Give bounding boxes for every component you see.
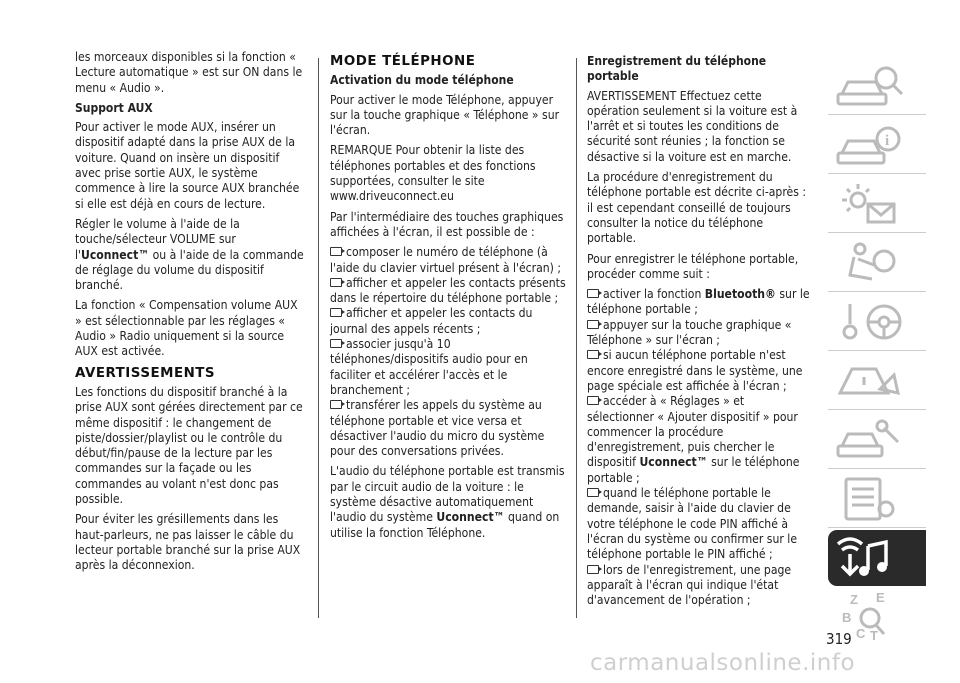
- multimedia-icon: [828, 530, 926, 586]
- bullet-icon: [587, 350, 599, 359]
- tab-steering-wheel[interactable]: [828, 294, 926, 351]
- bullet-icon: [587, 396, 599, 405]
- tab-specifications[interactable]: [828, 471, 926, 528]
- bullet-icon: [330, 308, 342, 317]
- tab-car-magnifier[interactable]: [828, 58, 926, 115]
- index-letter: E: [876, 590, 885, 605]
- paragraph: L'audio du téléphone portable est transmis par le circuit audio de la voiture : le système désactive automatiquement l'audio du système Uconnect™ quand on utilise la fonction Téléphone.: [330, 464, 565, 540]
- column-2: [330, 50, 568, 546]
- tab-info[interactable]: [828, 117, 926, 174]
- airbag-seat-icon: [828, 235, 926, 291]
- warning-lights-icon: [828, 176, 926, 232]
- tab-airbag-seat[interactable]: [828, 235, 926, 292]
- watermark: carmanualsonline.info: [590, 650, 856, 676]
- page-number: 319: [826, 630, 852, 648]
- tab-warning-lights[interactable]: [828, 176, 926, 233]
- car-maintenance-icon: [828, 412, 926, 468]
- steering-wheel-icon: [828, 294, 926, 350]
- paragraph: Par l'intermédiaire des touches graphiques affichées à l'écran, il est possible de :: [330, 209, 564, 239]
- tab-car-breakdown[interactable]: [828, 353, 926, 410]
- heading-activation: Activation du mode téléphone: [330, 73, 514, 88]
- list-item: activer la fonction Bluetooth® sur le téléphone portable ;: [587, 287, 810, 317]
- paragraph: les morceaux disponibles si la fonction « Lecture automatique » est sur ON dans le menu « Audio ».: [75, 50, 303, 95]
- paragraph: Les fonctions du dispositif branché à la prise AUX sont gérées directement par ce même dispositif : le changement de piste/dossier/playlist ou le contrôle du début/fin/pause de la lecture par les commandes sur la façade ou les commandes au volant n'est donc pas possible.: [75, 384, 303, 507]
- bullet-icon: [587, 289, 599, 298]
- paragraph: Régler le volume à l'aide de la touche/sélecteur VOLUME sur l'Uconnect™ ou à l'aide de la commande de réglage du volume du dispositif branché.: [75, 216, 304, 293]
- list-item: quand le téléphone portable le demande, saisir à l'aide du clavier de votre téléphone le code PIN affiché à l'écran du système ou confirmer sur le téléphone portable le PIN affiché ;: [587, 486, 798, 562]
- list-item: si aucun téléphone portable n'est encore enregistré dans le système, une page spéciale est affichée à l'écran ;: [587, 348, 803, 393]
- heading-mode-telephone: MODE TÉLÉPHONE: [330, 54, 476, 69]
- info-icon: [828, 117, 926, 173]
- list-item: afficher et appeler les contacts présents dans le répertoire du téléphone portable ;: [330, 275, 566, 306]
- specifications-list-icon: [828, 471, 926, 527]
- list-item: composer le numéro de téléphone (à l'aide du clavier virtuel présent à l'écran) ;: [330, 245, 562, 275]
- heading-support-aux: Support AUX: [75, 100, 153, 115]
- list-item: afficher et appeler les contacts du journal des appels récents ;: [330, 306, 533, 336]
- paragraph: Pour activer le mode Téléphone, appuyer sur la touche graphique « Téléphone » sur l'écran.: [330, 92, 560, 138]
- chapter-tabs: [828, 58, 926, 646]
- svg-text:i: i: [885, 133, 890, 149]
- bullet-icon: [587, 488, 599, 497]
- car-breakdown-icon: [828, 353, 926, 409]
- paragraph: La fonction « Compensation volume AUX » est sélectionnable par les réglages « Audio » Radio uniquement si la source AUX est activée.: [75, 298, 298, 359]
- tab-car-maintenance[interactable]: [828, 412, 926, 469]
- bullet-icon: [330, 278, 342, 287]
- column-divider: [318, 58, 319, 618]
- car-magnifier-icon: [828, 58, 926, 114]
- index-letter: C: [856, 626, 866, 641]
- bullet-icon: [330, 247, 342, 256]
- index-letter: T: [870, 628, 878, 643]
- list-item: associer jusqu'à 10 téléphones/dispositifs audio pour en faciliter et accélérer l'accès et le branchement ;: [330, 337, 528, 397]
- list-item: transférer les appels du système au téléphone portable et vice versa et désactiver l'audio du micro du système pour des conversations privées.: [330, 398, 545, 459]
- column-3: [587, 50, 812, 608]
- paragraph: La procédure d'enregistrement du téléphone portable est décrite ci-après : il est cependant conseillé de toujours consulter la notice du téléphone portable.: [587, 170, 807, 246]
- heading-enregistrement: Enregistrement du téléphone portable: [587, 54, 767, 84]
- column-1: [75, 50, 307, 579]
- bullet-icon: [330, 339, 342, 348]
- bullet-icon: [587, 320, 599, 329]
- column-divider: [576, 58, 577, 618]
- index-letter: B: [842, 610, 852, 625]
- bullet-icon: [330, 400, 342, 409]
- paragraph: Pour éviter les grésillements dans les haut-parleurs, ne pas laisser le câble du lecteur portable branché sur la prise AUX après la déconnexion.: [75, 512, 301, 573]
- tab-multimedia[interactable]: [828, 530, 926, 586]
- list-item: accéder à « Réglages » et sélectionner « Ajouter dispositif » pour commencer la procédure d'enregistrement, puis chercher le dispositif Uconnect™ sur le téléphone portable ;: [587, 394, 800, 485]
- paragraph-warning: AVERTISSEMENT Effectuez cette opération seulement si la voiture est à l'arrêt et si toutes les conditions de sécurité sont réunies ; la fonction se désactive si la voiture est en marche.: [587, 88, 798, 164]
- bullet-icon: [587, 565, 599, 574]
- heading-warnings: AVERTISSEMENTS: [75, 365, 216, 381]
- list-item: appuyer sur la touche graphique « Téléphone » sur l'écran ;: [587, 317, 792, 348]
- paragraph: Pour enregistrer le téléphone portable, procéder comme suit :: [587, 251, 799, 281]
- list-item: lors de l'enregistrement, une page apparaît à l'écran qui indique l'état d'avancement de l'opération ;: [587, 562, 792, 608]
- paragraph-remark: REMARQUE Pour obtenir la liste des téléphones portables et des fonctions supportées, consulter le site www.driveuconnect.eu: [330, 143, 536, 204]
- paragraph: Pour activer le mode AUX, insérer un dispositif adapté dans la prise AUX de la voiture. Quand on insère un dispositif avec prise sortie AUX, le système commence à lire la source AUX branchée si elle est déjà en cours de lecture.: [75, 120, 300, 211]
- index-letter: Z: [850, 592, 858, 607]
